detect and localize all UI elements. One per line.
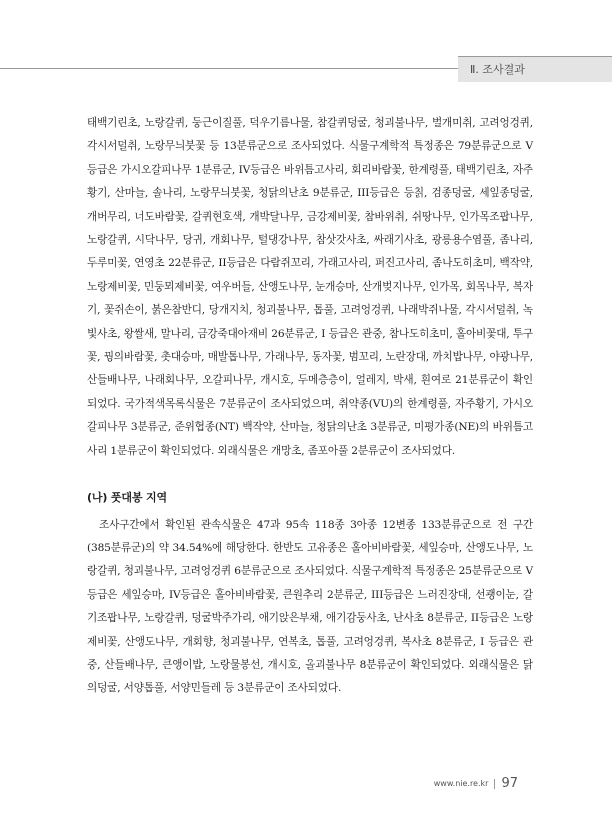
page-footer xyxy=(434,776,518,791)
section-label: Ⅱ. 조사결과 xyxy=(458,56,612,82)
paragraph: 조사구간에서 확인된 관속식물은 47과 95속 118종 3아종 12변종 133분류군으로 전 구간(385분류군)의 약 34.54%에 해당한다. 한반도 고유종은 홀아비바람꽃, 세잎승마, 산앵도나무, 노랑갈퀴, 청괴불나무, 고려엉겅퀴 6분류군으로 조사되었다. 식물구계학적 특정종은 25분류군으로 V등급은 세잎승마, IV등급은 홀아비바람꽃, 큰원추리 2분류군, III등급은 느러진장대, 선괭이눈, 갈기조팝나무, 노랑갈퀴, 덩굴박주가리, 애기앉은부채, 애기감둥사초, 난사초 8분류군, II등급은 노랑제비꽃, 산앵도나무, 개회향, 청괴불나무, 연복초, 톱풀, 고려엉겅퀴, 복사초 8분류군, I 등급은 관중, 산들배나무, 큰앵이밥, 노랑물봉선, 개시호, 올괴불나무 8분류군이 확인되었다. 외래식물은 닭의덩굴, 서양톱풀, 서양민들레 등 3분류군이 조사되었다. xyxy=(87,518,533,695)
section-heading: (나) 풋대봉 지역 xyxy=(87,491,167,505)
page-header xyxy=(0,56,612,86)
footer-url: www.nie.re.kr xyxy=(433,779,489,788)
body-text xyxy=(87,112,533,701)
paragraph-continued: 태백기린초, 노랑갈퀴, 둥근이질풀, 덕우기름나물, 참갈퀴덩굴, 청괴불나무, 벌개미취, 고려엉겅퀴, 각시서덜취, 노랑무늬붓꽃 등 13분류군으로 조사되었다. 식물구계학적 특정종은 79분류군으로 V등급은 가시오갈피나무 1분류군, IV등급은 바위틈고사리, 회리바람꽃, 한계령풀, 태백기린초, 자주황기, 산마늘, 솔나리, 노랑무늬붓꽃, 청닭의난초 9분류군, III등급은 등칡, 검종덩굴, 세잎종덩굴, 개버무리, 너도바람꽃, 갈퀴현호색, 개박달나무, 금강제비꽃, 참바위취, 쉬땅나무, 인가목조팝나무, 노랑갈퀴, 시닥나무, 당귀, 개회나무, 털댕강나무, 참삿갓사초, 싸래기사초, 광릉용수염풀, 좀나리, 두루미꽃, 연영초 22분류군, II등급은 다람쥐꼬리, 가래고사리, 퍼진고사리, 좀나도히초미, 백작약, 노랑제비꽃, 민둥뫼제비꽃, 여우버들, 산앵도나무, 눈개승마, 산개벚지나무, 인가목, 회목나무, 복자기, 꽃쥐손이, 붉은참반디, 당개지치, 청괴불나무, 톱풀, 고려엉겅퀴, 나래박쥐나물, 각시서덜취, 녹빛사초, 왕쌀새, 말나리, 금강죽대아재비 26분류군, I 등급은 관중, 참나도히초미, 홀아비꽃대, 투구꽃, 꿩의바람꽃, 촛대승마, 매발톱나무, 가래나무, 동자꽃, 범꼬리, 노란장대, 까치밥나무, 야광나무, 산들배나무, 나래회나무, 오갈피나무, 개시호, 두메층층이, 얼레지, 박새, 흰여로 21분류군이 확인되었다. 국가적색목록식물은 7분류군이 조사되었으며, 취약종(VU)의 한계령풀, 자주황기, 가시오갈피나무 3분류군, 준위협종(NT) 백작약, 산마늘, 청닭의난초 3분류군, 미평가종(NE)의 바위틈고사리 1분류군이 확인되었다. 외래식물은 개망초, 좀포아풀 2분류군이 조사되었다. xyxy=(87,117,533,457)
header-rule xyxy=(0,68,458,69)
footer-divider xyxy=(494,779,495,789)
page-number: 97 xyxy=(501,776,518,791)
